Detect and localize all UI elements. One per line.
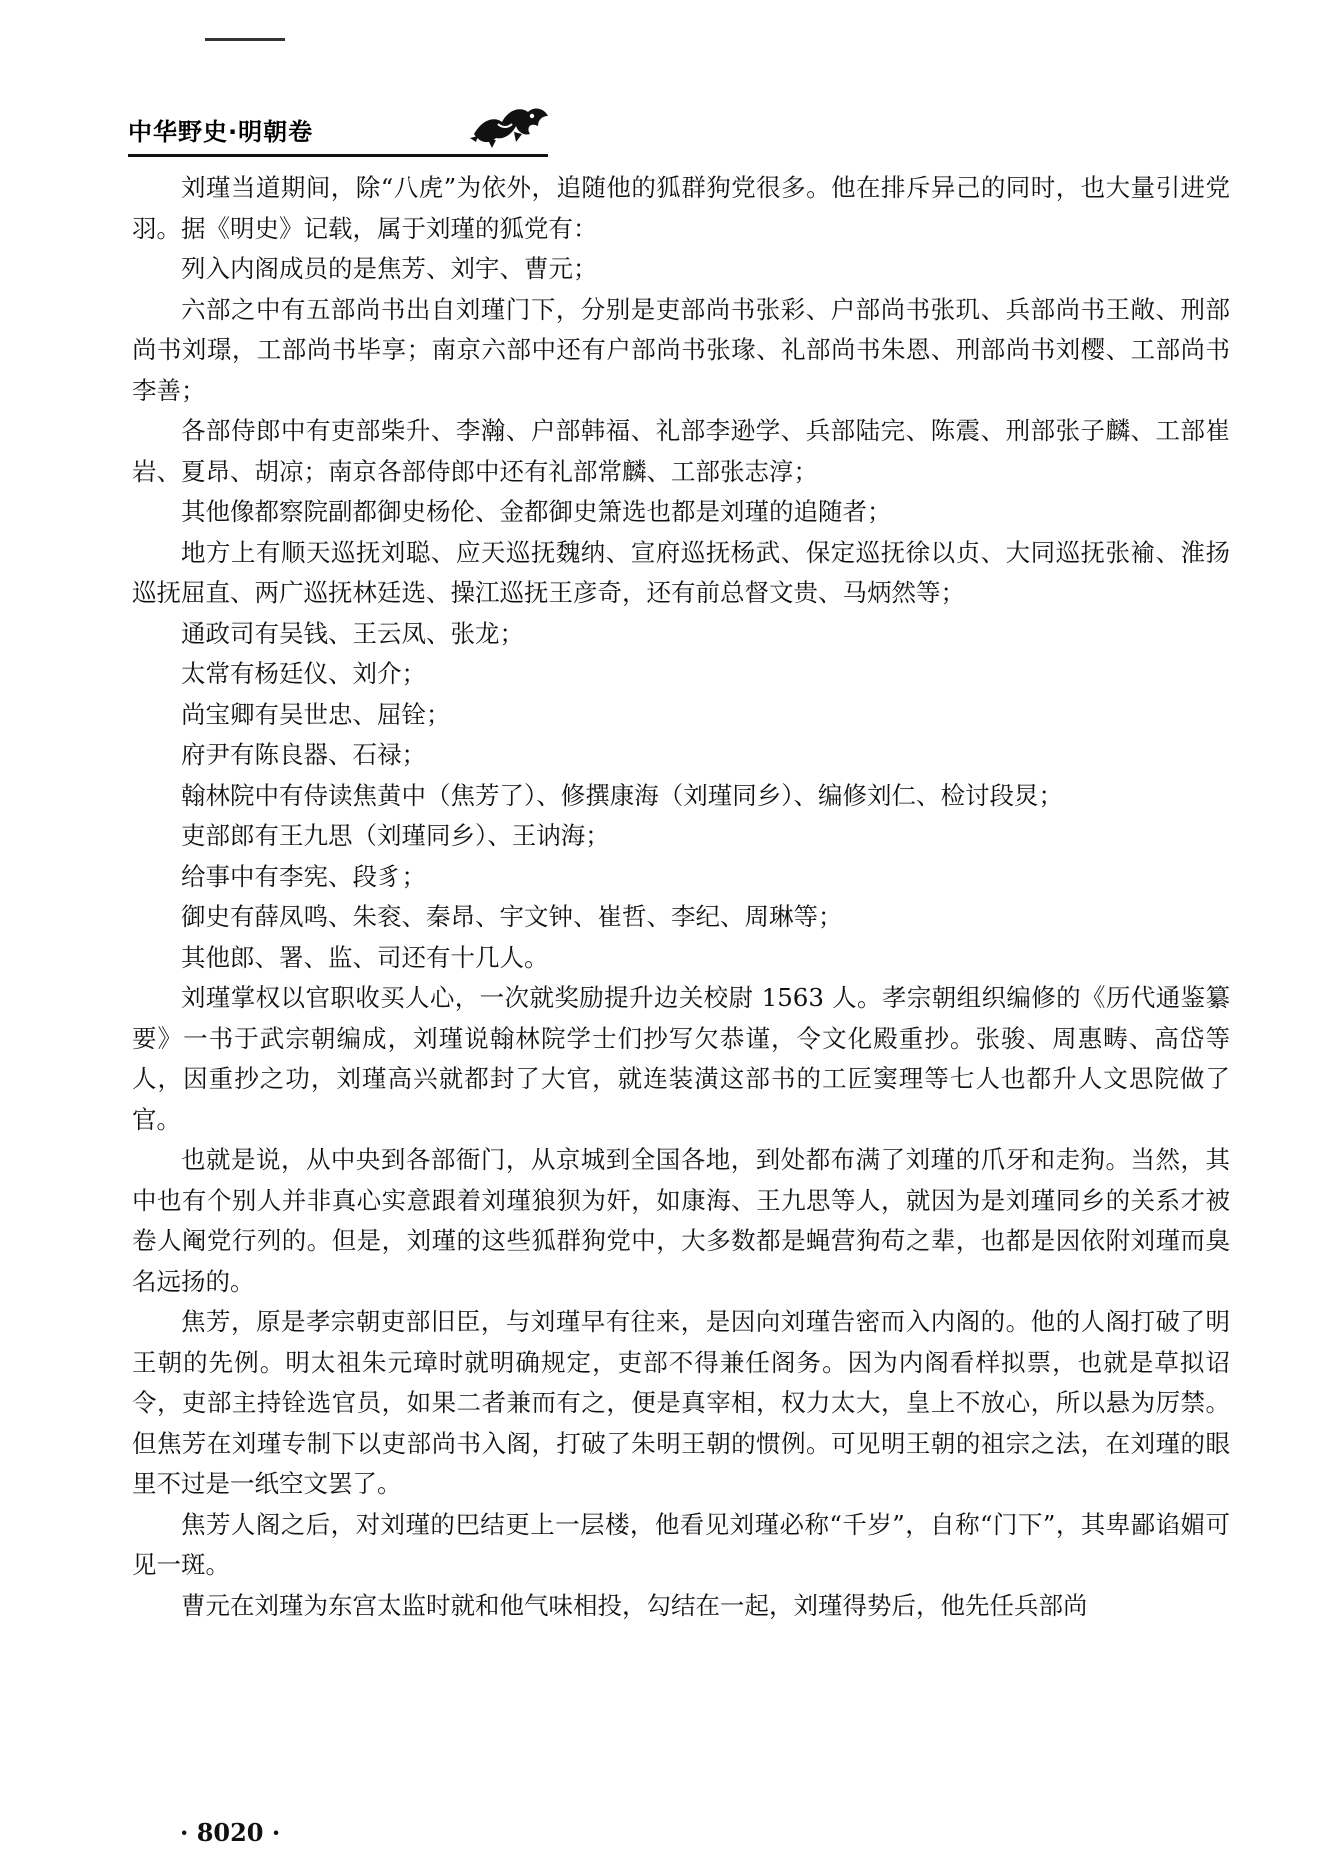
- paragraph: 御史有薛凤鸣、朱衮、秦昂、宇文钟、崔哲、李纪、周琳等；: [181, 902, 843, 931]
- paragraph: 也就是说，从中央到各部衙门，从京城到全国各地，到处都布满了刘瑾的爪牙和走狗。当然，其中也有个别人并非真心实意跟着刘瑾狼狈为奸，如康海、王九思等人，就因为是刘瑾同乡的关系才被卷人阉党行列的。但是，刘瑾的这些狐群狗党中，大多数都是蝇营狗苟之辈，也都是因依附刘瑾而臭名远扬的。: [132, 1145, 1230, 1296]
- paragraph: 列入内阁成员的是焦芳、刘宇、曹元；: [181, 254, 598, 283]
- paragraph: 给事中有李宪、段豸；: [181, 861, 426, 891]
- paragraph: 其他郎、署、监、司还有十几人。: [181, 942, 549, 972]
- scan-mark: [205, 38, 285, 41]
- paragraph: 刘瑾掌权以官职收买人心，一次就奖励提升边关校尉 1563 人。孝宗朝组织编修的《历代通鉴纂要》一书于武宗朝编成，刘瑾说翰林院学士们抄写欠恭谨，令文化殿重抄。张骏、周惠畴、高岱等人，因重抄之功，刘瑾高兴就都封了大官，就连装潢这部书的工匠窦理等七人也都升人文思院做了官。: [132, 983, 1230, 1134]
- paragraph: 焦芳，原是孝宗朝吏部旧臣，与刘瑾早有往来，是因向刘瑾告密而入内阁的。他的人阁打破了明王朝的先例。明太祖朱元璋时就明确规定，吏部不得兼任阁务。因为内阁看样拟票，也就是草拟诏令，吏部主持铨选官员，如果二者兼而有之，便是真宰相，权力太大，皇上不放心，所以悬为厉禁。但焦芳在刘瑾专制下以吏部尚书入阁，打破了朱明王朝的惯例。可见明王朝的祖宗之法，在刘瑾的眼里不过是一纸空文罢了。: [132, 1307, 1230, 1498]
- paragraph: 地方上有顺天巡抚刘聪、应天巡抚魏纳、宣府巡抚杨武、保定巡抚徐以贞、大同巡抚张褕、淮扬巡抚屈直、两广巡抚林廷选、操江巡抚王彦奇，还有前总督文贵、马炳然等；: [132, 537, 1230, 607]
- page-number: · 8020 ·: [180, 1818, 281, 1847]
- paragraph: 吏部郎有王九思（刘瑾同乡）、王讷海；: [181, 821, 610, 850]
- body-text: [132, 168, 1230, 1626]
- paragraph: 焦芳人阁之后，对刘瑾的巴结更上一层楼，他看见刘瑾必称“千岁”，自称“门下”，其卑鄙谄媚可见一斑。: [132, 1509, 1230, 1579]
- paragraph: 六部之中有五部尚书出自刘瑾门下，分别是吏部尚书张彩、户部尚书张玑、兵部尚书王敞、刑部尚书刘璟，工部尚书毕享；南京六部中还有户部尚书张瑑、礼部尚书朱恩、刑部尚书刘樱、工部尚书李善；: [132, 294, 1230, 405]
- header-rule: [128, 154, 548, 157]
- paragraph: 太常有杨廷仪、刘介；: [181, 659, 426, 688]
- book-series-title: 中华野史·明朝卷: [128, 118, 314, 146]
- running-header: [128, 100, 548, 160]
- paragraph: 通政司有吴钱、王云凤、张龙；: [181, 618, 524, 648]
- paragraph: 府尹有陈良器、石禄；: [181, 740, 426, 769]
- paragraph: 各部侍郎中有吏部柴升、李瀚、户部韩福、礼部李逊学、兵部陆完、陈震、刑部张子麟、工部崔岩、夏昂、胡凉；南京各部侍郎中还有礼部常麟、工部张志淳；: [132, 416, 1230, 486]
- paragraph: 曹元在刘瑾为东宫太监时就和他气味相投，勾结在一起，刘瑾得势后，他先任兵部尚: [181, 1590, 1088, 1620]
- paragraph: 翰林院中有侍读焦黄中（焦芳了）、修撰康海（刘瑾同乡）、编修刘仁、检讨段炅；: [181, 780, 1063, 810]
- paragraph: 尚宝卿有吴世忠、屈铨；: [181, 699, 451, 729]
- dragon-emblem-icon: [468, 100, 552, 150]
- paragraph: 刘瑾当道期间，除“八虎”为依外，追随他的狐群狗党很多。他在排斥异己的同时，也大量引进党羽。据《明史》记载，属于刘瑾的狐党有：: [132, 173, 1230, 243]
- paragraph: 其他像都察院副都御史杨伦、金都御史箫选也都是刘瑾的追随者；: [181, 497, 892, 526]
